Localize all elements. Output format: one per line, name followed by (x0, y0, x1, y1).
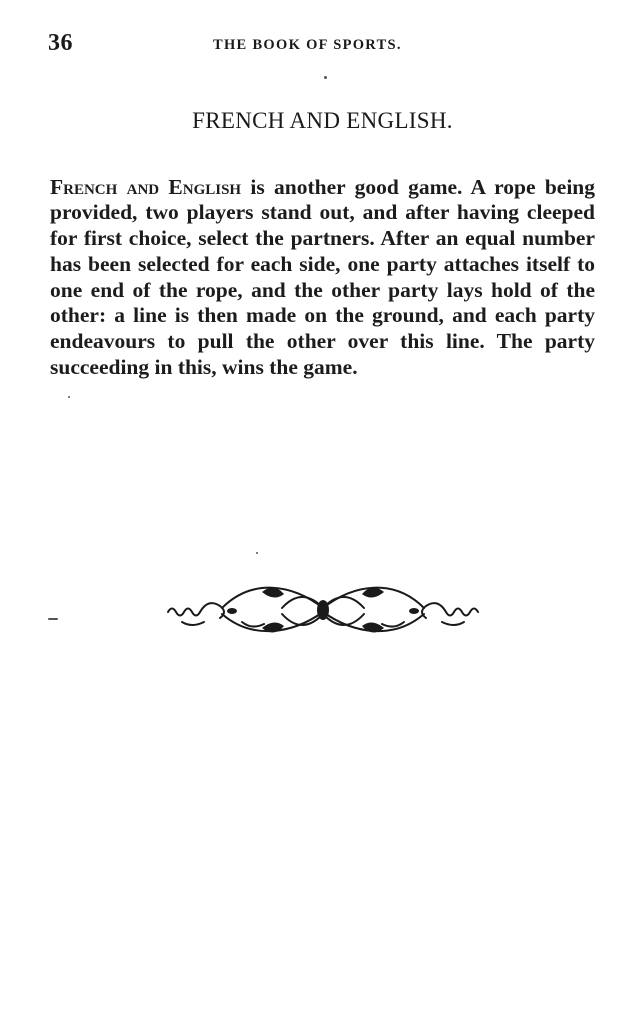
running-title: THE BOOK OF SPORTS. (213, 37, 402, 53)
page-number: 36 (48, 30, 73, 56)
print-speck (324, 76, 327, 79)
lead-phrase-french: French (50, 174, 118, 199)
lead-phrase-english: English (168, 174, 242, 199)
section-heading: FRENCH AND ENGLISH. (192, 108, 453, 133)
print-speck (68, 396, 70, 398)
section-body (50, 175, 595, 381)
lead-phrase-and: and (126, 174, 160, 199)
running-head (48, 30, 596, 60)
print-speck (48, 618, 58, 620)
decorative-tailpiece-ornament (162, 578, 484, 640)
print-speck (256, 552, 258, 554)
section-body-text: is another good game. A rope being provided, two players stand out, and after having cleeped for first choice, select the partners. After an equal number has been selected for each side, one party attaches itself to one end of the rope, and the other party lays hold of the other: a line is then made on the ground, and each party endeavours to pull the other over this line. The party succeeding in this, wins the game. (50, 174, 596, 380)
